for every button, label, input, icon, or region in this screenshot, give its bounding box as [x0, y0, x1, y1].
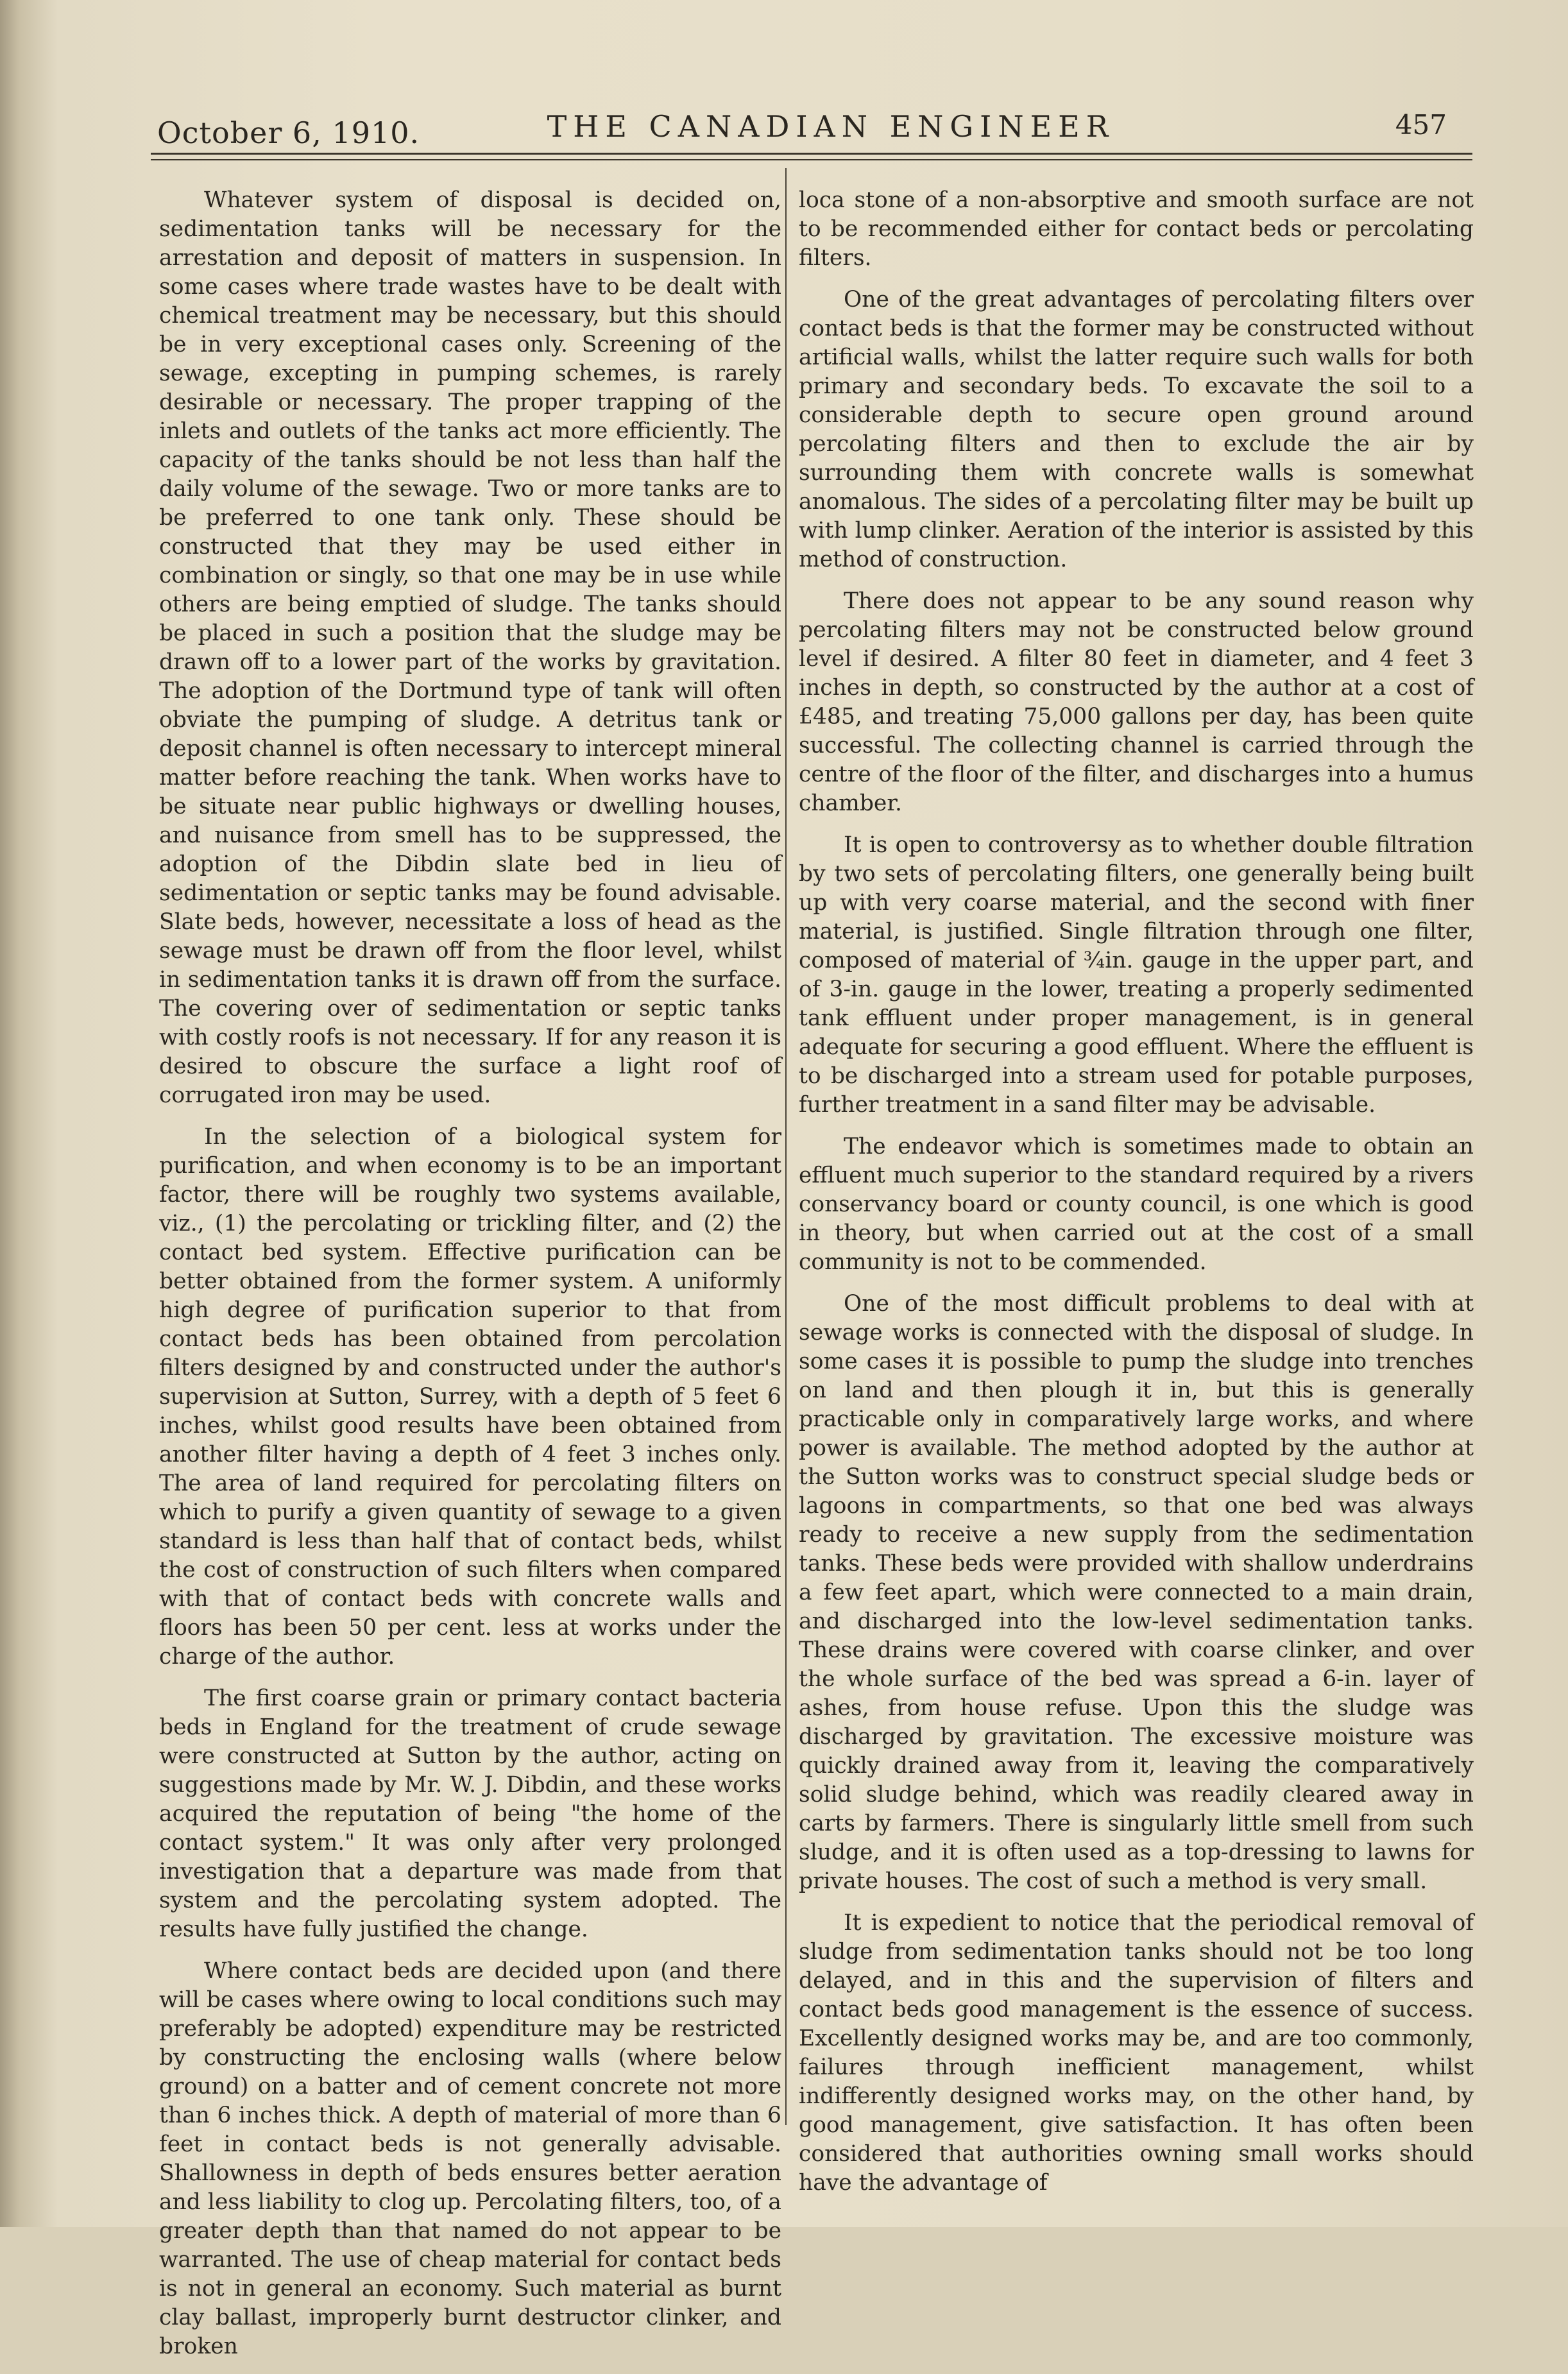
- left-column: [159, 186, 781, 2374]
- paragraph: Whatever system of disposal is decided on, sedimentation tanks will be necessary for the arrestation and deposit of matters in suspension. In some cases where trade wastes have to be dealt with chemical treatment may be necessary, but this should be in very exceptional cases only. Screening of the sewage, excepting in pumping schemes, is rarely desirable or necessary. The proper trapping of the inlets and outlets of the tanks act more efficiently. The capacity of the tanks should be not less than half the daily volume of the sewage. Two or more tanks are to be preferred to one tank only. These should be constructed that they may be used either in combination or singly, so that one may be in use while others are being emptied of sludge. The tanks should be placed in such a position that the sludge may be drawn off to a lower part of the works by gravitation. The adoption of the Dortmund type of tank will often obviate the pumping of sludge. A detritus tank or deposit channel is often necessary to intercept mineral matter before reaching the tank. When works have to be situate near public highways or dwelling houses, and nuisance from smell has to be suppressed, the adoption of the Dibdin slate bed in lieu of sedimentation or septic tanks may be found advisable. Slate beds, however, necessitate a loss of head as the sewage must be drawn off from the floor level, whilst in sedimentation tanks it is drawn off from the surface. The covering over of sedimentation or septic tanks with costly roofs is not necessary. If for any reason it is desired to obscure the surface a light roof of corrugated iron may be used.: [159, 187, 781, 1108]
- issue-date: October 6, 1910.: [157, 115, 420, 150]
- column-divider: [785, 168, 787, 2125]
- page-header: [157, 109, 1453, 154]
- paragraph: Where contact beds are decided upon (and there will be cases where owing to local conditions such may preferably be adopted) expenditure may be restricted by constructing the enclosing walls (where below ground) on a batter and of cement concrete not more than 6 inches thick. A depth of material of more than 6 feet in contact beds is not generally advisable. Shallowness in depth of beds ensures better aeration and less liability to clog up. Percolating filters, too, of a greater depth than that named do not appear to be warranted. The use of cheap material for contact beds is not in general an economy. Such material as burnt clay ballast, improperly burnt destructor clinker, and broken: [159, 1958, 781, 2359]
- paragraph: One of the most difficult problems to deal with at sewage works is connected with the disposal of sludge. In some cases it is possible to pump the sludge into trenches on land and then plough it in, but this is generally practicable only in comparatively large works, and where power is available. The method adopted by the author at the Sutton works was to construct special sludge beds or lagoons in compartments, so that one bed was always ready to receive a new supply from the sedimentation tanks. These beds were provided with shallow underdrains a few feet apart, which were connected to a main drain, and discharged into the low-level sedimentation tanks. These drains were covered with coarse clinker, and over the whole surface of the bed was spread a 6-in. layer of ashes, from house refuse. Upon this the sludge was discharged by gravitation. The excessive moisture was quickly drained away from it, leaving the comparatively solid sludge behind, which was readily cleared away in carts by farmers. There is singularly little smell from such sludge, and it is often used as a top-dressing to lawns for private houses. The cost of such a method is very small.: [799, 1291, 1474, 1894]
- journal-title: THE CANADIAN ENGINEER: [547, 109, 1115, 144]
- paragraph-continued: loca stone of a non-absorptive and smooth surface are not to be recommended either for contact beds or percolating filters.: [799, 187, 1474, 271]
- page-number: 457: [1395, 109, 1447, 141]
- header-rule-secondary: [151, 159, 1472, 160]
- paragraph: In the selection of a biological system for purification, and when economy is to be an important factor, there will be roughly two systems available, viz., (1) the percolating or trickling filter, and (2) the contact bed system. Effective purification can be better obtained from the former system. A uniformly high degree of purification superior to that from contact beds has been obtained from percolation filters designed by and constructed under the author's supervision at Sutton, Surrey, with a depth of 5 feet 6 inches, whilst good results have been obtained from another filter having a depth of 4 feet 3 inches only. The area of land required for percolating filters on which to purify a given quantity of sewage to a given standard is less than half that of contact beds, whilst the cost of construction of such filters when compared with that of contact beds with concrete walls and floors has been 50 per cent. less at works under the charge of the author.: [159, 1124, 781, 1669]
- paragraph: The first coarse grain or primary contact bacteria beds in England for the treatment of crude sewage were constructed at Sutton by the author, acting on suggestions made by Mr. W. J. Dibdin, and these works acquired the reputation of being "the home of the contact system." It was only after very prolonged investigation that a departure was made from that system and the percolating system adopted. The results have fully justified the change.: [159, 1686, 781, 1942]
- paragraph: It is expedient to notice that the periodical removal of sludge from sedimentation tanks should not be too long delayed, and in this and the supervision of filters and contact beds good management is the essence of success. Excellently designed works may be, and are too commonly, failures through inefficient management, whilst indifferently designed works may, on the other hand, by good management, give satisfaction. It has often been considered that authorities owning small works should have the advantage of: [799, 1910, 1474, 2196]
- paragraph: There does not appear to be any sound reason why percolating filters may not be constructed below ground level if desired. A filter 80 feet in diameter, and 4 feet 3 inches in depth, so constructed by the author at a cost of £485, and treating 75,000 gallons per day, has been quite successful. The collecting channel is carried through the centre of the floor of the filter, and discharges into a humus chamber.: [799, 588, 1474, 816]
- paragraph: It is open to controversy as to whether double filtration by two sets of percolating filters, one generally being built up with very coarse material, and the second with finer material, is justified. Single filtration through one filter, composed of material of ¾in. gauge in the upper part, and of 3-in. gauge in the lower, treating a properly sedimented tank effluent under proper management, is in general adequate for securing a good effluent. Where the effluent is to be discharged into a stream used for potable purposes, further treatment in a sand filter may be advisable.: [799, 832, 1474, 1118]
- paragraph: One of the great advantages of percolating filters over contact beds is that the former may be constructed without artificial walls, whilst the latter require such walls for both primary and secondary beds. To excavate the soil to a considerable depth to secure open ground around percolating filters and then to exclude the air by surrounding them with concrete walls is somewhat anomalous. The sides of a percolating filter may be built up with lump clinker. Aeration of the interior is assisted by this method of construction.: [799, 287, 1474, 572]
- header-rule: [151, 153, 1472, 155]
- right-column: [799, 186, 1474, 2210]
- paragraph: The endeavor which is sometimes made to obtain an effluent much superior to the standard required by a rivers conservancy board or county council, is one which is good in theory, but when carried out at the cost of a small community is not to be commended.: [799, 1134, 1474, 1275]
